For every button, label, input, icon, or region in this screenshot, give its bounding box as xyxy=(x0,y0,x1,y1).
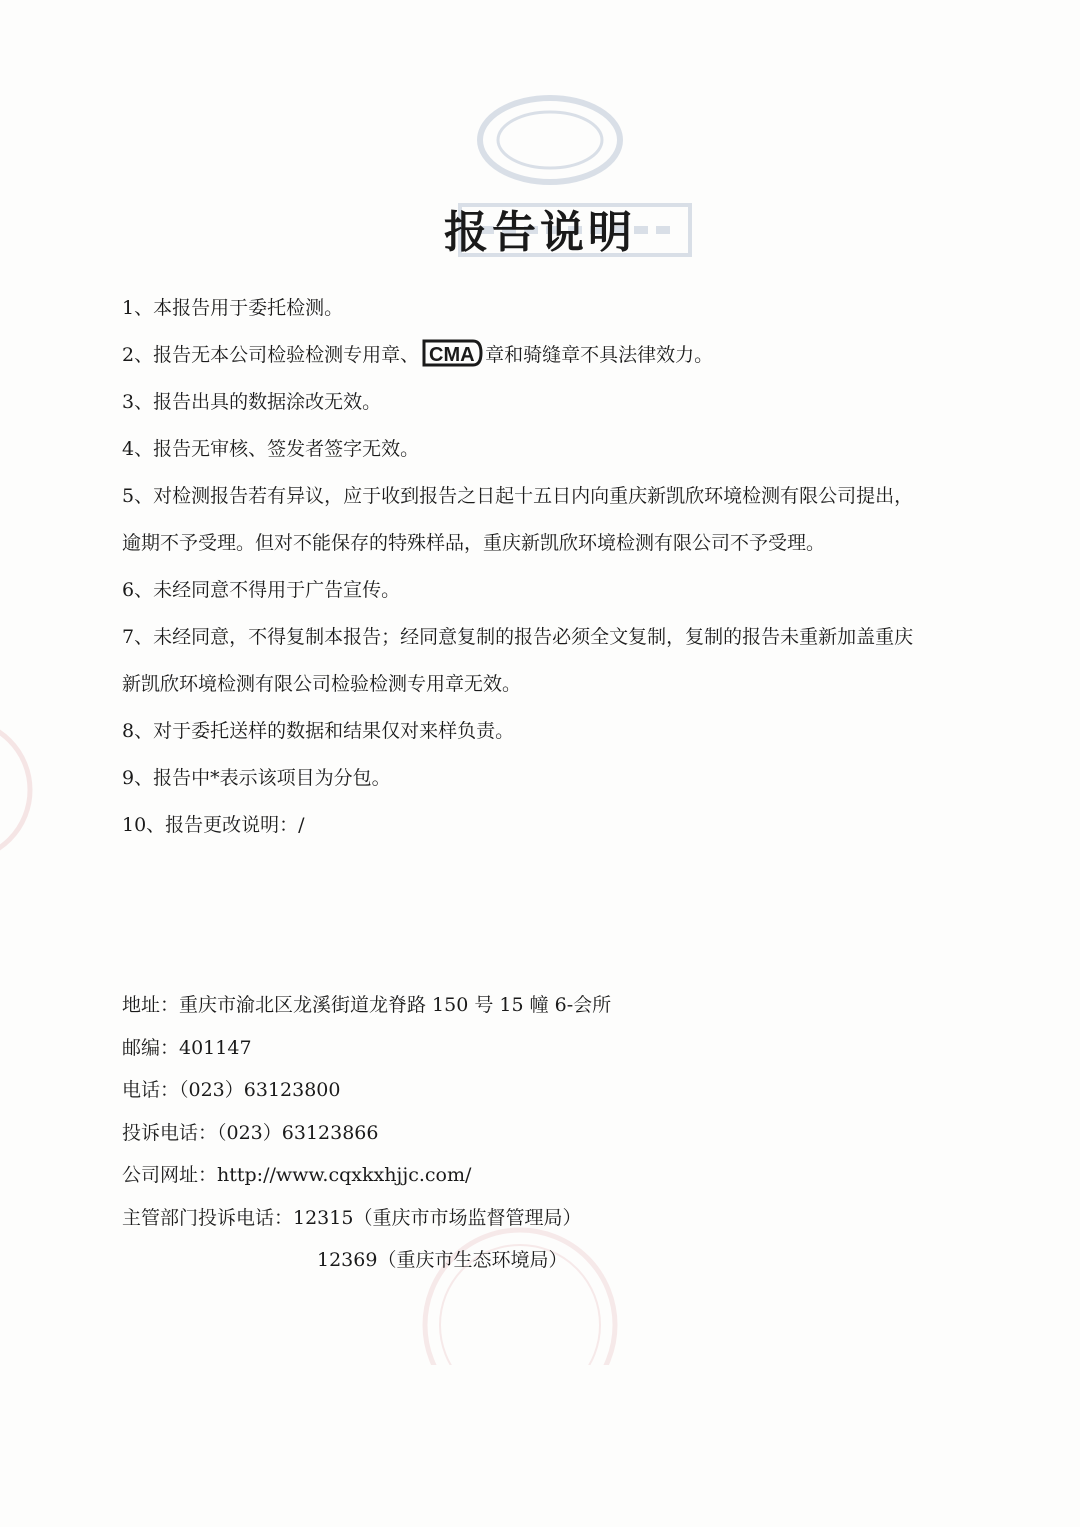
list-item: 1、本报告用于委托检测。 xyxy=(122,297,344,319)
list-item: 4、报告无审核、签发者签字无效。 xyxy=(122,438,420,460)
list-item: 9、报告中*表示该项目为分包。 xyxy=(122,767,391,789)
list-item: 8、对于委托送样的数据和结果仅对来样负责。 xyxy=(122,720,515,742)
notes-list xyxy=(122,285,922,849)
authority-phone-line: 主管部门投诉电话：12315（重庆市市场监督管理局） xyxy=(122,1206,582,1229)
list-item: 6、未经同意不得用于广告宣传。 xyxy=(122,579,401,601)
list-item: 10、报告更改说明：/ xyxy=(122,814,305,836)
cma-logo-icon xyxy=(421,338,483,368)
postcode-line: 邮编：401147 xyxy=(122,1036,252,1059)
authority-phone-line-2: 12369（重庆市生态环境局） xyxy=(317,1249,568,1271)
list-item: 7、未经同意，不得复制本报告；经同意复制的报告必须全文复制，复制的报告未重新加盖重庆新凯欣环境检测有限公司检验检测专用章无效。 xyxy=(122,626,914,695)
list-item: 5、对检测报告若有异议，应于收到报告之日起十五日内向重庆新凯欣环境检测有限公司提出，逾期不予受理。但对不能保存的特殊样品，重庆新凯欣环境检测有限公司不予受理。 xyxy=(122,485,914,554)
cma-logo-text: CMA xyxy=(429,344,475,366)
address-line: 地址：重庆市渝北区龙溪街道龙脊路 150 号 15 幢 6-会所 xyxy=(122,994,612,1016)
list-item: 2、报告无本公司检验检测专用章、 CMA 章和骑缝章不具法律效力。 xyxy=(122,332,922,379)
website-line[interactable]: 公司网址：http://www.cqxkxhjjc.com/ xyxy=(122,1164,472,1186)
contact-info xyxy=(122,984,922,1282)
phone-line: 电话：（023）63123800 xyxy=(122,1079,341,1101)
page-title: 报告说明 xyxy=(444,207,636,258)
list-item: 3、报告出具的数据涂改无效。 xyxy=(122,391,382,413)
faint-seam-seal xyxy=(0,715,40,865)
complaint-phone-line: 投诉电话：（023）63123866 xyxy=(122,1121,379,1144)
